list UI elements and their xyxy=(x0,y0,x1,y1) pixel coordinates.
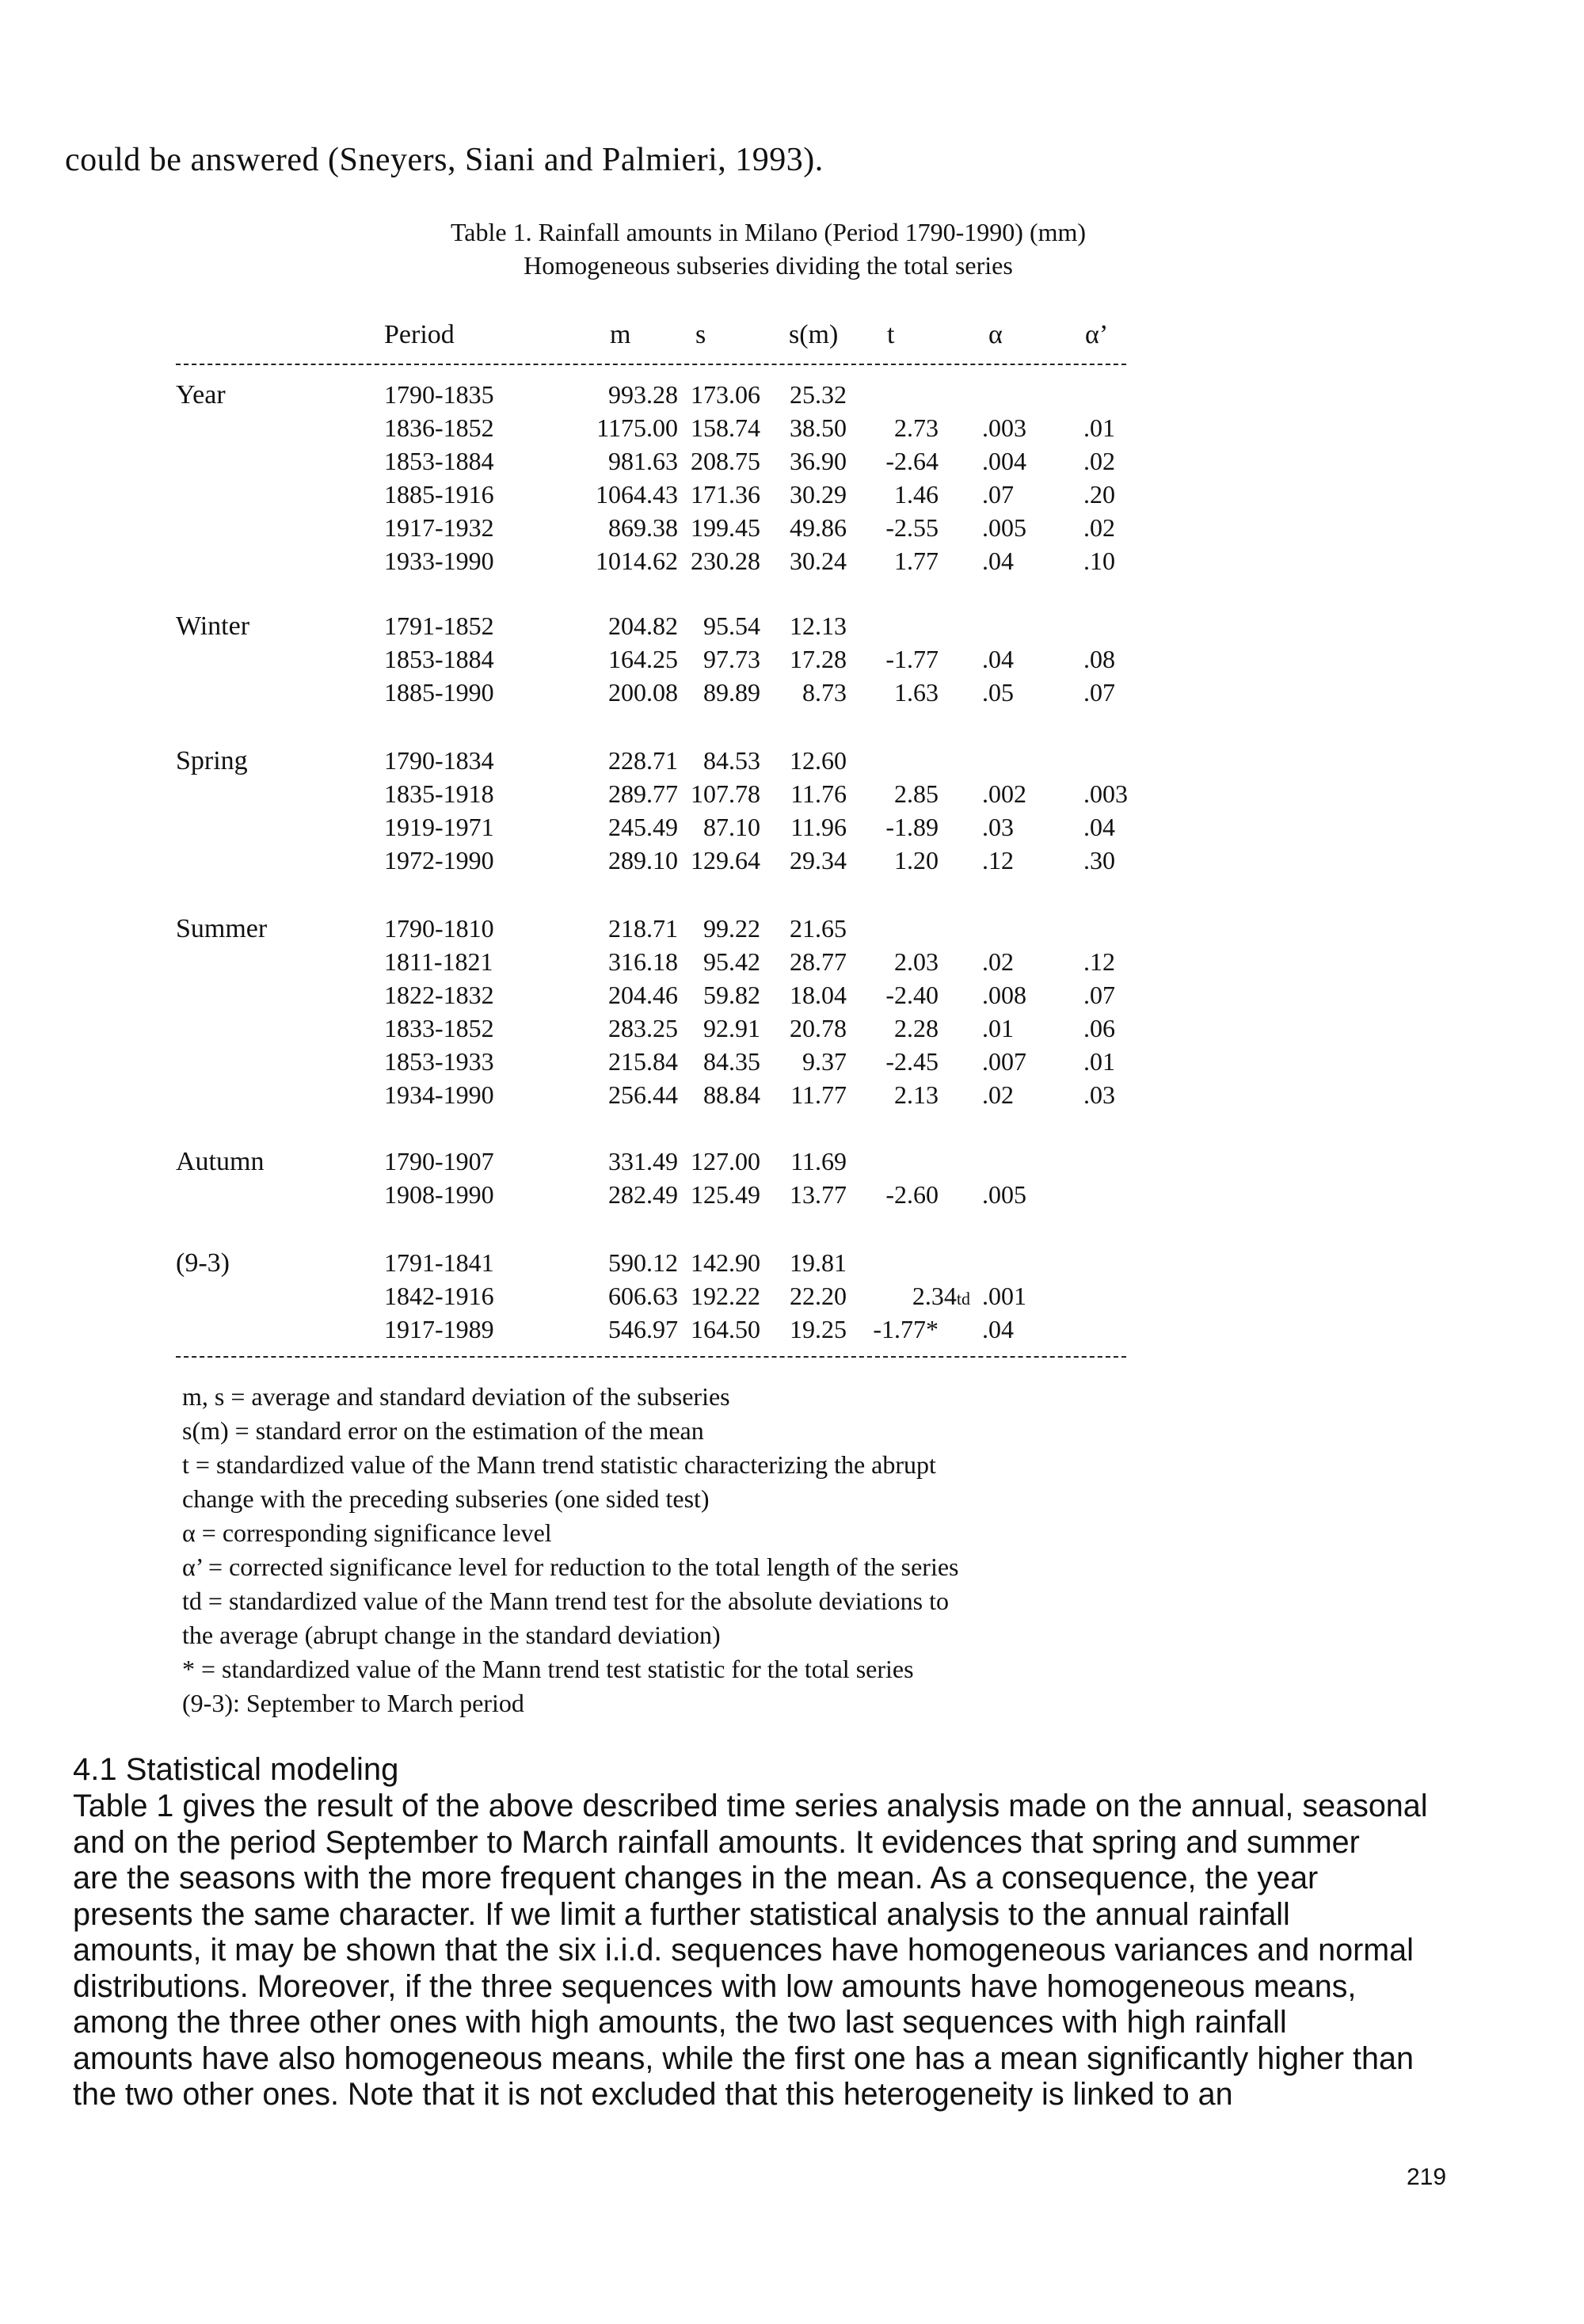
cell-period: 1933-1990 xyxy=(384,547,494,575)
group-label: Spring xyxy=(176,746,248,775)
body-line: among the three other ones with high amounts, the two last sequences with high rainfall xyxy=(73,2005,1287,2040)
cell-period: 1790-1835 xyxy=(384,380,494,409)
cell-period: 1835-1918 xyxy=(384,779,494,808)
body-line: amounts have also homogeneous means, while the first one has a mean significantly higher than xyxy=(73,2040,1414,2076)
body-paragraph xyxy=(73,1789,1451,2113)
cell-s: 158.74 xyxy=(691,413,760,442)
cell-alpha-prime: .30 xyxy=(1083,846,1115,874)
cell-alpha: .001 xyxy=(982,1282,1026,1310)
cell-period: 1791-1852 xyxy=(384,611,494,640)
body-line: Table 1 gives the result of the above described time series analysis made on the annual, seasonal xyxy=(73,1789,1428,1823)
cell-sm: 11.76 xyxy=(790,779,847,808)
cell-sm: 29.34 xyxy=(790,846,847,874)
cell-period: 1853-1884 xyxy=(384,447,494,475)
cell-period: 1853-1884 xyxy=(384,645,494,673)
cell-alpha: .003 xyxy=(982,413,1026,442)
cell-s: 199.45 xyxy=(691,513,760,542)
cell-m: 316.18 xyxy=(608,947,678,976)
cell-alpha-prime: .01 xyxy=(1083,1047,1115,1076)
cell-sm: 11.96 xyxy=(790,813,847,841)
cell-s: 142.90 xyxy=(691,1248,760,1277)
cell-alpha-prime: .02 xyxy=(1083,513,1115,542)
cell-sm: 25.32 xyxy=(790,380,847,409)
cell-m: 256.44 xyxy=(608,1080,678,1109)
note-line: α = corresponding significance level xyxy=(182,1518,552,1547)
table-caption-subtitle: Homogeneous subseries dividing the total series xyxy=(524,251,1013,280)
cell-period: 1908-1990 xyxy=(384,1180,494,1209)
cell-t: -1.89 xyxy=(885,813,939,841)
cell-s: 127.00 xyxy=(691,1147,760,1175)
cell-sm: 49.86 xyxy=(790,513,847,542)
cell-s: 99.22 xyxy=(703,914,760,943)
table-bottom-rule xyxy=(176,1356,1126,1358)
group-label: Year xyxy=(176,380,226,410)
cell-m: 215.84 xyxy=(608,1047,678,1076)
cell-alpha-prime: .20 xyxy=(1083,480,1115,509)
cell-t: 2.73 xyxy=(894,413,939,442)
cell-t: 2.13 xyxy=(894,1080,939,1109)
cell-sm: 11.77 xyxy=(790,1080,847,1109)
cell-s: 173.06 xyxy=(691,380,760,409)
note-line: m, s = average and standard deviation of the subseries xyxy=(182,1382,730,1411)
cell-m: 283.25 xyxy=(608,1014,678,1042)
note-line: td = standardized value of the Mann trend test for the absolute deviations to xyxy=(182,1587,949,1615)
cell-alpha: .008 xyxy=(982,981,1026,1009)
cell-m: 204.82 xyxy=(608,611,678,640)
cell-alpha-prime: .10 xyxy=(1083,547,1115,575)
cell-alpha-prime: .06 xyxy=(1083,1014,1115,1042)
cell-period: 1885-1990 xyxy=(384,678,494,707)
cell-s: 95.42 xyxy=(703,947,760,976)
cell-sm: 28.77 xyxy=(790,947,847,976)
note-line: * = standardized value of the Mann trend test statistic for the total series xyxy=(182,1655,914,1683)
cell-s: 171.36 xyxy=(691,480,760,509)
cell-alpha: .005 xyxy=(982,1180,1026,1209)
cell-period: 1833-1852 xyxy=(384,1014,494,1042)
cell-m: 289.77 xyxy=(608,779,678,808)
cell-sm: 12.60 xyxy=(790,746,847,775)
body-line: and on the period September to March rainfall amounts. It evidences that spring and summer xyxy=(73,1824,1360,1860)
note-line: t = standardized value of the Mann trend statistic characterizing the abrupt xyxy=(182,1450,936,1479)
cell-t: 1.63 xyxy=(894,678,939,707)
cell-sm: 17.28 xyxy=(790,645,847,673)
section-heading: 4.1 Statistical modeling xyxy=(73,1752,399,1787)
cell-sm: 36.90 xyxy=(790,447,847,475)
cell-alpha: .004 xyxy=(982,447,1026,475)
body-line: amounts, it may be shown that the six i.i.d. sequences have homogeneous variances and normal xyxy=(73,1933,1414,1968)
cell-m: 590.12 xyxy=(608,1248,678,1277)
cell-sm: 20.78 xyxy=(790,1014,847,1042)
cell-alpha-prime: .12 xyxy=(1083,947,1115,976)
cell-alpha-prime: .08 xyxy=(1083,645,1115,673)
cell-s: 97.73 xyxy=(703,645,760,673)
cell-m: 331.49 xyxy=(608,1147,678,1175)
cell-s: 89.89 xyxy=(703,678,760,707)
group-label: Summer xyxy=(176,914,268,943)
cell-period: 1790-1834 xyxy=(384,746,494,775)
cell-period: 1919-1971 xyxy=(384,813,494,841)
cell-s: 107.78 xyxy=(691,779,760,808)
cell-t: -2.45 xyxy=(885,1047,939,1076)
cell-alpha-prime: .07 xyxy=(1083,678,1115,707)
cell-alpha-prime: .04 xyxy=(1083,813,1115,841)
cell-s: 164.50 xyxy=(691,1315,760,1343)
note-line: s(m) = standard error on the estimation of the mean xyxy=(182,1416,704,1445)
cell-sm: 11.69 xyxy=(790,1147,847,1175)
cell-m: 200.08 xyxy=(608,678,678,707)
cell-period: 1811-1821 xyxy=(384,947,493,976)
cell-sm: 30.29 xyxy=(790,480,847,509)
cell-s: 230.28 xyxy=(691,547,760,575)
table-notes xyxy=(182,1380,959,1720)
cell-t xyxy=(859,1282,970,1311)
cell-m: 606.63 xyxy=(608,1282,678,1310)
header-t: t xyxy=(887,320,895,349)
cell-m: 1175.00 xyxy=(596,413,678,442)
cell-m: 204.46 xyxy=(608,981,678,1009)
cell-sm: 38.50 xyxy=(790,413,847,442)
cell-m: 218.71 xyxy=(608,914,678,943)
cell-alpha: .03 xyxy=(982,813,1014,841)
header-period: Period xyxy=(384,320,455,349)
cell-s: 129.64 xyxy=(691,846,760,874)
cell-sm: 13.77 xyxy=(790,1180,847,1209)
cell-m: 282.49 xyxy=(608,1180,678,1209)
cell-alpha: .12 xyxy=(982,846,1014,874)
cell-period: 1934-1990 xyxy=(384,1080,494,1109)
cell-alpha-prime: .02 xyxy=(1083,447,1115,475)
header-sm: s(m) xyxy=(789,320,839,349)
cell-sm: 18.04 xyxy=(790,981,847,1009)
cell-period: 1822-1832 xyxy=(384,981,494,1009)
cell-alpha: .04 xyxy=(982,645,1014,673)
cell-period: 1791-1841 xyxy=(384,1248,494,1277)
cell-sm: 9.37 xyxy=(802,1047,847,1076)
cell-alpha: .02 xyxy=(982,947,1014,976)
cell-m: 981.63 xyxy=(608,447,678,475)
intro-line: could be answered (Sneyers, Siani and Palmieri, 1993). xyxy=(65,142,824,178)
cell-m: 1064.43 xyxy=(596,480,678,509)
table-top-rule xyxy=(176,364,1126,365)
cell-period: 1917-1932 xyxy=(384,513,494,542)
body-line: distributions. Moreover, if the three sequences with low amounts have homogeneous means, xyxy=(73,1968,1357,2004)
cell-t: 1.46 xyxy=(894,480,939,509)
cell-m: 164.25 xyxy=(608,645,678,673)
cell-t: 1.77 xyxy=(894,547,939,575)
cell-t: 1.20 xyxy=(894,846,939,874)
group-label: Autumn xyxy=(176,1147,265,1176)
note-line: change with the preceding subseries (one sided test) xyxy=(182,1484,710,1513)
cell-t: -1.77 xyxy=(885,645,939,673)
cell-sm: 22.20 xyxy=(790,1282,847,1310)
cell-m: 1014.62 xyxy=(596,547,678,575)
cell-period: 1790-1907 xyxy=(384,1147,494,1175)
cell-s: 88.84 xyxy=(703,1080,760,1109)
cell-sm: 19.81 xyxy=(790,1248,847,1277)
cell-period: 1885-1916 xyxy=(384,480,494,509)
cell-period: 1972-1990 xyxy=(384,846,494,874)
cell-t-suffix: td xyxy=(956,1289,970,1309)
table-caption-title: Table 1. Rainfall amounts in Milano (Period 1790-1990) (mm) xyxy=(450,218,1087,246)
cell-m: 228.71 xyxy=(608,746,678,775)
cell-alpha: .01 xyxy=(982,1014,1014,1042)
cell-alpha: .02 xyxy=(982,1080,1014,1109)
note-line: the average (abrupt change in the standard deviation) xyxy=(182,1621,721,1649)
body-line: presents the same character. If we limit a further statistical analysis to the annual rainfall xyxy=(73,1896,1290,1932)
table-caption xyxy=(372,215,1164,282)
cell-m: 289.10 xyxy=(608,846,678,874)
cell-s: 192.22 xyxy=(691,1282,760,1310)
cell-period: 1842-1916 xyxy=(384,1282,494,1310)
cell-m: 993.28 xyxy=(608,380,678,409)
cell-alpha: .07 xyxy=(982,480,1014,509)
cell-sm: 21.65 xyxy=(790,914,847,943)
cell-alpha-prime: .07 xyxy=(1083,981,1115,1009)
header-alpha-prime: α’ xyxy=(1085,320,1109,349)
cell-sm: 19.25 xyxy=(790,1315,847,1343)
note-line: (9-3): September to March period xyxy=(182,1689,524,1717)
cell-t: 2.28 xyxy=(894,1014,939,1042)
group-label: Winter xyxy=(176,611,250,641)
cell-alpha: .007 xyxy=(982,1047,1026,1076)
cell-alpha: .002 xyxy=(982,779,1026,808)
cell-alpha-prime: .01 xyxy=(1083,413,1115,442)
cell-alpha: .05 xyxy=(982,678,1014,707)
cell-t: -2.40 xyxy=(885,981,939,1009)
cell-t: -2.60 xyxy=(885,1180,939,1209)
body-line: are the seasons with the more frequent changes in the mean. As a consequence, the year xyxy=(73,1861,1319,1895)
cell-t: 2.03 xyxy=(894,947,939,976)
body-line: the two other ones. Note that it is not excluded that this heterogeneity is linked to an xyxy=(73,2077,1233,2112)
cell-m: 869.38 xyxy=(608,513,678,542)
note-line: α’ = corrected significance level for reduction to the total length of the series xyxy=(182,1553,959,1581)
header-alpha: α xyxy=(988,320,1003,349)
cell-alpha: .04 xyxy=(982,1315,1014,1343)
cell-t: -2.64 xyxy=(885,447,939,475)
cell-alpha-prime: .03 xyxy=(1083,1080,1115,1109)
cell-period: 1853-1933 xyxy=(384,1047,494,1076)
cell-t: 2.85 xyxy=(894,779,939,808)
cell-sm: 12.13 xyxy=(790,611,847,640)
cell-period: 1917-1989 xyxy=(384,1315,494,1343)
cell-period: 1836-1852 xyxy=(384,413,494,442)
cell-alpha-prime: .003 xyxy=(1083,779,1128,808)
cell-m: 546.97 xyxy=(608,1315,678,1343)
cell-period: 1790-1810 xyxy=(384,914,494,943)
header-m: m xyxy=(610,320,631,349)
cell-s: 84.35 xyxy=(703,1047,760,1076)
cell-s: 59.82 xyxy=(703,981,760,1009)
cell-t: -2.55 xyxy=(885,513,939,542)
cell-s: 208.75 xyxy=(691,447,760,475)
group-label: (9-3) xyxy=(176,1248,230,1278)
cell-s: 125.49 xyxy=(691,1180,760,1209)
cell-sm: 8.73 xyxy=(802,678,847,707)
cell-t-value: 2.34 xyxy=(912,1282,957,1310)
cell-s: 87.10 xyxy=(703,813,760,841)
cell-alpha: .005 xyxy=(982,513,1026,542)
cell-s: 84.53 xyxy=(703,746,760,775)
cell-s: 92.91 xyxy=(703,1014,760,1042)
cell-m: 245.49 xyxy=(608,813,678,841)
cell-alpha: .04 xyxy=(982,547,1014,575)
cell-s: 95.54 xyxy=(703,611,760,640)
cell-t: -1.77* xyxy=(873,1315,939,1343)
header-s: s xyxy=(695,320,706,349)
cell-sm: 30.24 xyxy=(790,547,847,575)
page-number: 219 xyxy=(1407,2164,1447,2190)
